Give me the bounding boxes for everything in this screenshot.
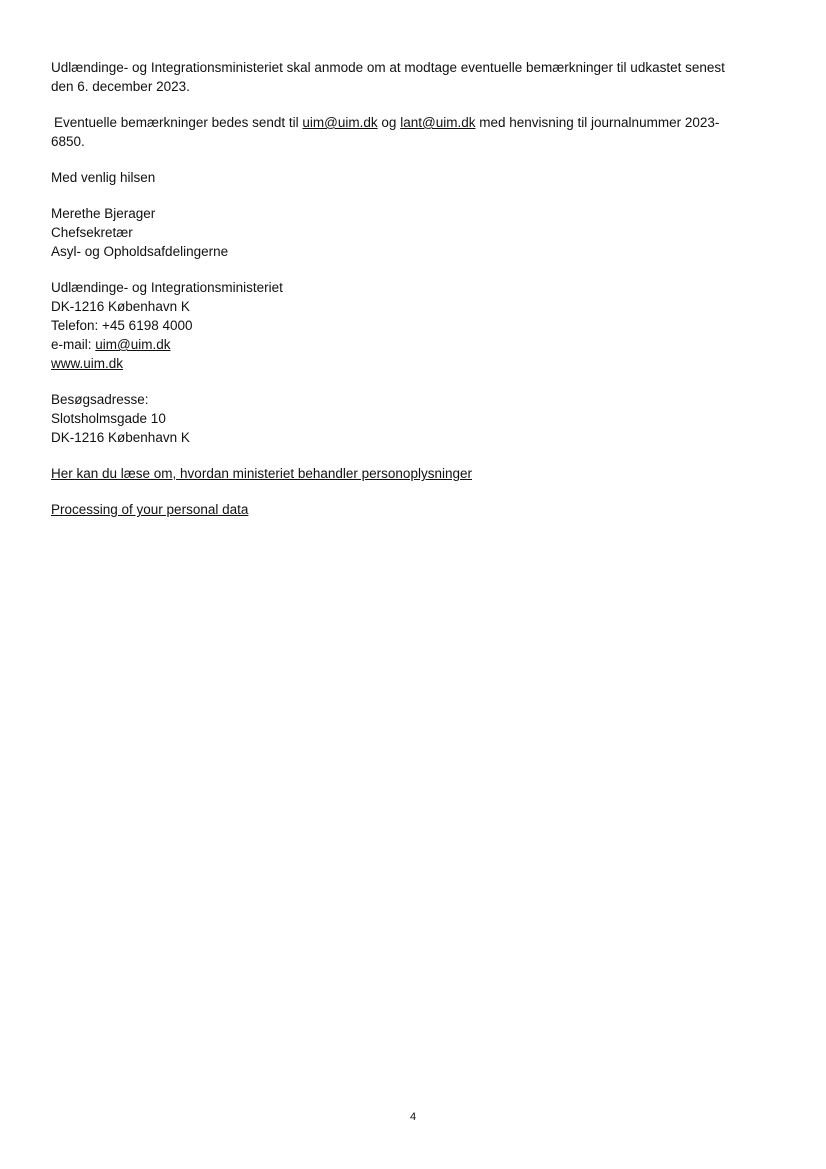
privacy-link-english[interactable]: Processing of your personal data bbox=[51, 502, 249, 517]
comments-text-before: Eventuelle bemærkninger bedes sendt til bbox=[54, 115, 299, 130]
email-link-uim[interactable]: uim@uim.dk bbox=[302, 115, 378, 130]
comments-text-after: med henvisning til journalnummer 2023- bbox=[479, 115, 720, 130]
visit-address-block bbox=[51, 390, 771, 447]
visit-street: Slotsholmsgade 10 bbox=[51, 411, 166, 426]
greeting: Med venlig hilsen bbox=[51, 170, 156, 185]
ministry-name: Udlændinge- og Integrationsministeriet bbox=[51, 280, 283, 295]
email-link-lant[interactable]: lant@uim.dk bbox=[400, 115, 476, 130]
ministry-website-line bbox=[51, 354, 771, 373]
signer-department: Asyl- og Opholdsafdelingerne bbox=[51, 244, 229, 259]
signature-block bbox=[51, 204, 771, 261]
visit-label: Besøgsadresse: bbox=[51, 392, 149, 407]
privacy-link-da-paragraph bbox=[51, 464, 771, 483]
ministry-email-label: e-mail: bbox=[51, 337, 92, 352]
signer-name: Merethe Bjerager bbox=[51, 206, 156, 221]
ministry-contact-block bbox=[51, 278, 771, 373]
ministry-website-link[interactable]: www.uim.dk bbox=[51, 356, 124, 371]
visit-postal: DK-1216 København K bbox=[51, 430, 190, 445]
ministry-phone: Telefon: +45 6198 4000 bbox=[51, 318, 193, 333]
deadline-line-2: den 6. december 2023. bbox=[51, 79, 190, 94]
ministry-postal: DK-1216 København K bbox=[51, 299, 190, 314]
comments-line-1 bbox=[51, 113, 771, 132]
signer-title: Chefsekretær bbox=[51, 225, 133, 240]
ministry-email-link[interactable]: uim@uim.dk bbox=[95, 337, 171, 352]
letter-body bbox=[51, 58, 771, 536]
privacy-link-en-paragraph bbox=[51, 500, 771, 519]
page-number: 4 bbox=[409, 1111, 417, 1123]
comments-paragraph bbox=[51, 113, 771, 151]
deadline-paragraph bbox=[51, 58, 771, 96]
comments-text-og: og bbox=[381, 115, 397, 130]
comments-line-2: 6850. bbox=[51, 134, 85, 149]
privacy-link-danish[interactable]: Her kan du læse om, hvordan ministeriet behandler personoplysninger bbox=[51, 466, 472, 481]
deadline-line-1: Udlændinge- og Integrationsministeriet skal anmode om at modtage eventuelle bemærkninger til udkastet senest bbox=[51, 60, 725, 75]
ministry-email-line bbox=[51, 335, 771, 354]
